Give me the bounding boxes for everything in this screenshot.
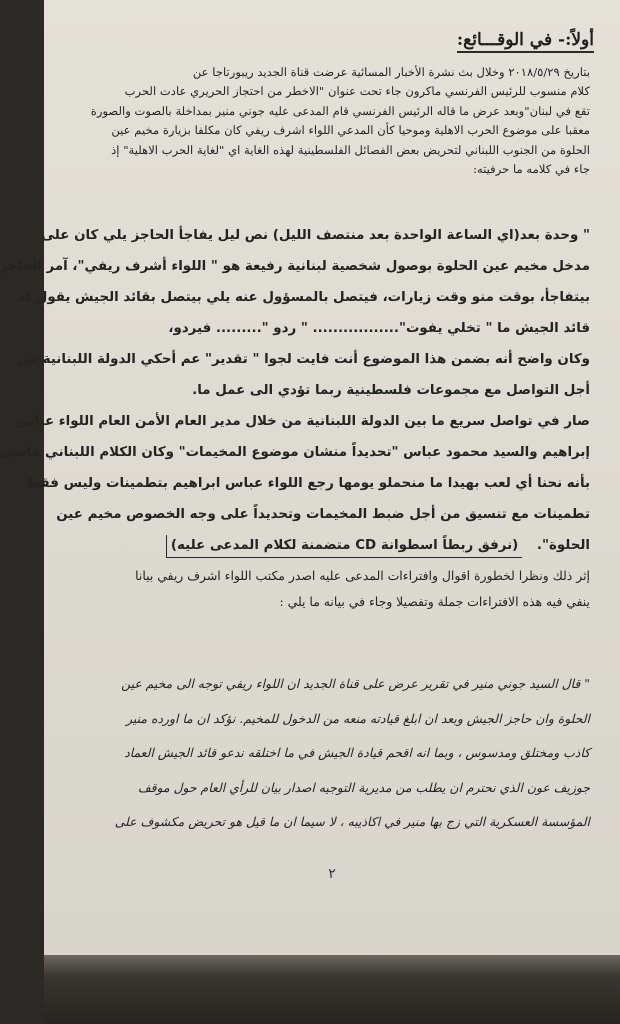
quote-line: " وحدة بعد(اي الساعة الواحدة بعد منتصف الليل) نص ليل يفاجأ الحاجز يلي كان على — [41, 228, 590, 243]
text-line: الحلوة من الجنوب اللبناني لتحريض بعض الفصائل الفلسطينية لهذه الغاية اي "لغاية الحرب الاهلية" إذ — [111, 142, 590, 157]
background-surface — [44, 955, 620, 1024]
quote-line: إبراهيم والسيد محمود عباس "تحديداً منشان موضوع المخيمات" وكان الكلام اللبناني قاسي — [0, 445, 590, 460]
text-line: كلام منسوب للرئيس الفرنسي ماكرون جاء تحت عنوان "الاخطر من احتجاز الحريري عادت الحرب — [124, 84, 590, 99]
text-line: بتاريخ ٢٠١٨/٥/٢٩ وخلال بث نشرة الأخبار المسائية عرضت قناة الجديد ريبورتاجا عن — [192, 65, 590, 79]
facts-paragraph — [82, 63, 590, 179]
section-heading: أولاً:- في الوقـــائع: — [457, 30, 594, 53]
page-number: ٢ — [328, 866, 336, 882]
attachment-note: (نرفق ربطاً اسطوانة CD متضمنة لكلام المدعى عليه) — [166, 535, 522, 558]
text-line: إثر ذلك ونظرا لخطورة اقوال وافتراءات المدعى عليه اصدر مكتب اللواء اشرف ريفي بيانا — [135, 568, 590, 583]
text-line: تقع في لبنان"وبعد عرض ما قاله الرئيس الفرنسي قام المدعى عليه جوني منير بمداخلة بالصوت والصورة — [90, 103, 590, 118]
statement-intro — [82, 563, 590, 615]
quote-line: وكان واضح أنه بضمن هذا الموضوع أنت فايت لجوا " تقدير" عم أحكي الدولة اللبنانية من — [17, 352, 590, 367]
quote-line-last — [82, 530, 590, 561]
quote-line: أجل التواصل مع مجموعات فلسطينية ربما تؤدي الى عمل ما. — [192, 383, 590, 398]
quote-line: تطمينات مع تنسيق من أجل ضبط المخيمات وتحديداً على وجه الخصوص مخيم عين — [56, 507, 590, 522]
statement-line: الحلوة وان حاجز الجيش وبعد ان ابلغ قيادته منعه من الدخول للمخيم. نؤكد ان ما اورده منير — [126, 710, 590, 726]
statement-line: " قال السيد جوني منير في تقرير عرض على قناة الجديد ان اللواء ريفي توجه الى مخيم عين — [121, 676, 590, 691]
text-line: معقبا على موضوع الحرب الاهلية وموحيا كأن المدعي اللواء اشرف ريفي كان مكلفا بزيارة مخيم عين — [111, 123, 590, 138]
statement-line: المؤسسة العسكرية التي زج بها منير في اكاذيبه ، لا سيما ان ما قيل هو تحريض مكشوف على — [114, 814, 590, 829]
quoted-statement — [0, 220, 590, 561]
text-line: ينفي فيه هذه الافتراءات جملة وتفصيلا وجاء في بيانه ما يلي : — [279, 594, 590, 609]
quote-ending: الحلوة". — [536, 538, 590, 553]
quote-line: صار في تواصل سريع ما بين الدولة اللبنانية من خلال مدير العام الأمن العام اللواء عباس — [16, 414, 590, 429]
statement-line: جوزيف عون الذي نحترم ان يطلب من مديرية التوجيه اصدار بيان للرأي العام حول موقف — [137, 779, 590, 795]
quote-line: مدخل مخيم عين الحلوة بوصول شخصية لبنانية رفيعة هو " اللواء أشرف ريفي"، آمر الحاجز — [0, 259, 590, 274]
office-statement — [82, 667, 590, 840]
text-line: جاء في كلامه ما حرفيته: — [473, 162, 590, 177]
quote-line: بيتفاجأ، بوقت منو وقت زيارات، فيتصل بالمسؤول عنه يلي بيتصل بقائد الجيش يقول له — [17, 290, 590, 305]
quote-line: قائد الجيش ما " تخلي يفوت"................. " ردو "......... فيردو، — [168, 321, 590, 336]
statement-line: كاذب ومختلق ومدسوس ، وبما انه اقحم قيادة الجيش في ما اختلقه ندعو قائد الجيش العماد — [124, 745, 590, 760]
quote-line: بأنه نحنا أي لعب بهيدا ما منحملو يومها رجع اللواء عباس ابراهيم بتطمينات وليس فقط — [26, 476, 590, 491]
